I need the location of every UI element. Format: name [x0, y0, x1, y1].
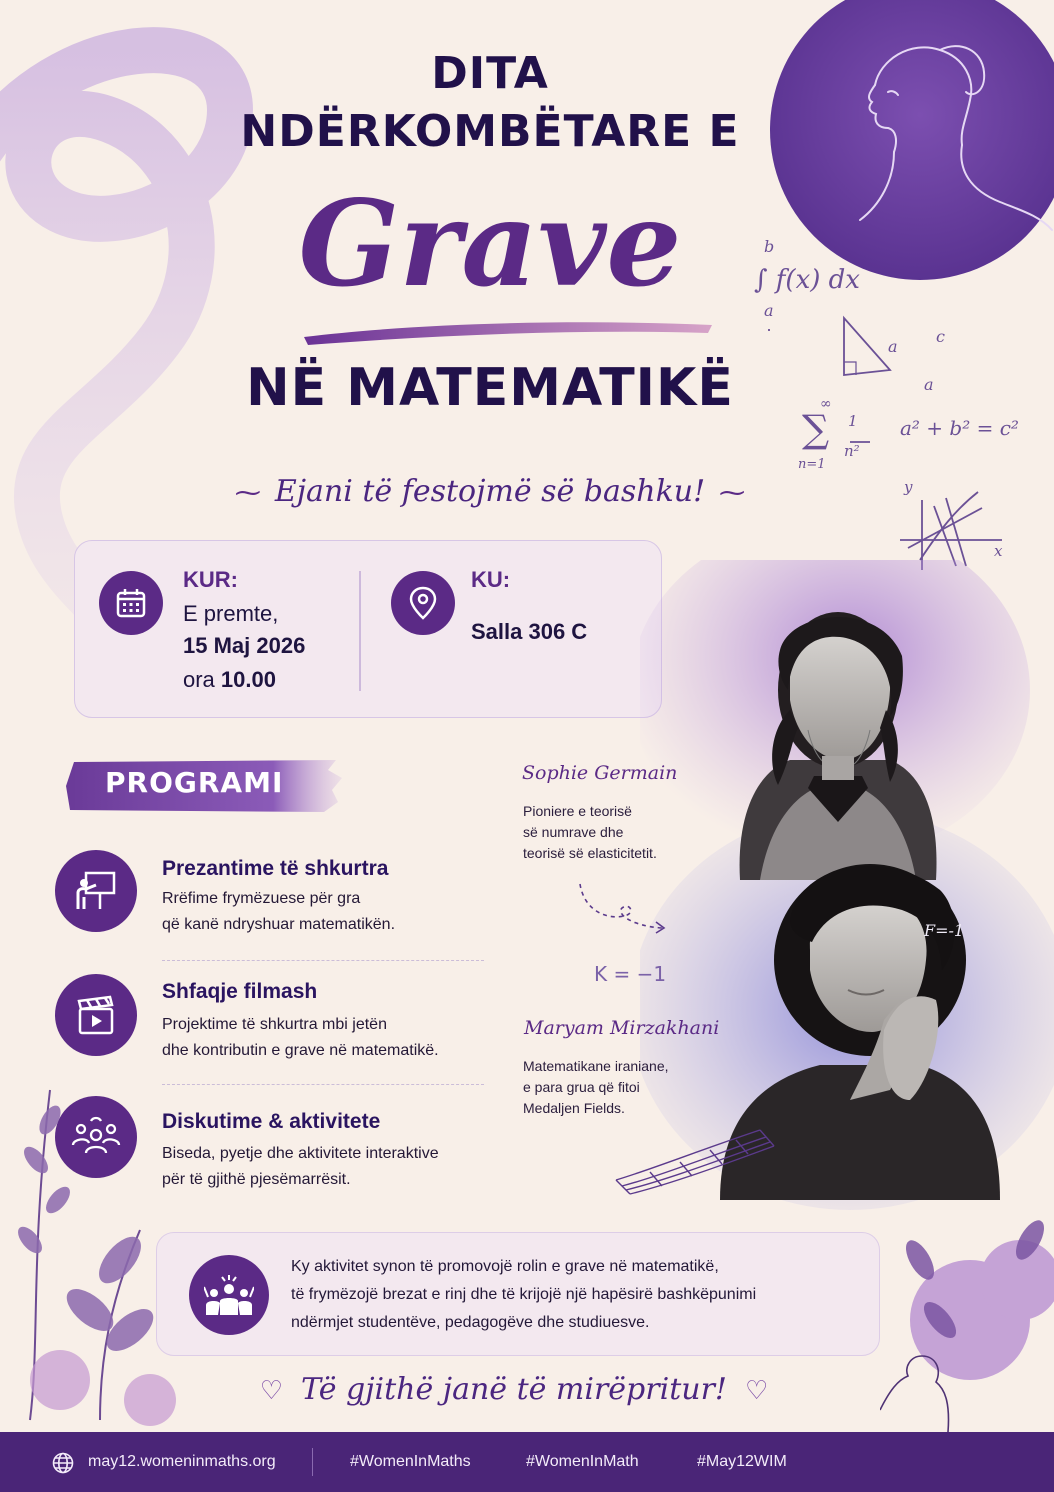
program-separator: [162, 960, 484, 961]
watercolor-formula: F=-1: [924, 921, 965, 940]
program-item-desc-line: Biseda, pyetje dhe aktivitete interaktive: [162, 1145, 439, 1162]
welcome-text: Të gjithë janë të mirëpritur!: [301, 1372, 727, 1407]
mission-box: [156, 1232, 880, 1356]
tagline-text: Ejani të festojmë së bashku!: [274, 474, 706, 509]
info-divider: [359, 571, 361, 691]
integral-lower: a: [764, 301, 774, 320]
series-numerator: 1: [848, 412, 858, 430]
bio-line: Pioniere e teorisë: [523, 803, 632, 819]
triangle-side-c: c: [936, 327, 945, 346]
bio-line: së numrave dhe: [523, 824, 624, 840]
mission-line: të frymëzojë brezat e rinj dhe të krijojë një hapësirë bashkëpunimi: [291, 1286, 757, 1303]
title-line-grave: Grave: [298, 174, 682, 313]
k-equation: K = −1: [594, 962, 667, 986]
calendar-icon: [99, 571, 163, 635]
program-item-title: Diskutime & aktivitete: [162, 1110, 381, 1133]
heart-icon: ♡: [259, 1376, 284, 1406]
program-separator: [162, 1084, 484, 1085]
program-item-desc: [162, 1141, 492, 1193]
mission-line: ndërmjet studentëve, pedagogëve dhe studiuesve.: [291, 1314, 650, 1331]
pythagoras-formula: a² + b² = c²: [900, 416, 1019, 440]
program-title: PROGRAMI: [105, 766, 284, 799]
integral-formula: ∫ f(x) dx: [754, 265, 860, 295]
heart-icon: ♡: [744, 1376, 769, 1406]
series-denominator: n²: [844, 442, 860, 460]
mission-text: [291, 1253, 861, 1337]
axis-x-label: x: [994, 542, 1003, 560]
bio-line: teorisë së elasticitetit.: [523, 845, 657, 861]
footer-divider: [312, 1448, 313, 1476]
program-item-desc-line: që kanë ndryshuar matematikën.: [162, 916, 396, 933]
program-item-title: Prezantime të shkurtra: [162, 857, 389, 880]
event-info-box: [74, 540, 662, 718]
tagline-sparkle-left-icon: ⁓: [234, 478, 261, 508]
surface-grid-doodle: [610, 1110, 780, 1200]
when-day: E premte,: [183, 601, 279, 626]
when-time-value: 10.00: [220, 667, 276, 692]
tagline: [0, 474, 980, 509]
program-item-desc-line: Projektime të shkurtra mbi jetën: [162, 1016, 387, 1033]
welcome-message: [0, 1372, 1028, 1407]
when-date: 15 Maj 2026: [183, 633, 306, 658]
program-item-desc-line: dhe kontributin e grave në matematikë.: [162, 1042, 439, 1059]
bio-line: Medaljen Fields.: [523, 1100, 625, 1116]
triangle-side-a: a: [888, 337, 898, 356]
hashtag-link[interactable]: #WomenInMath: [526, 1453, 639, 1470]
triangle-side-b: a: [924, 375, 934, 394]
maryam-mirzakhani-name: Maryam Mirzakhani: [524, 1017, 720, 1039]
dashed-arrow-icon: [576, 880, 676, 940]
bio-line: e para grua që fitoi: [523, 1079, 640, 1095]
program-item-title: Shfaqje filmash: [162, 980, 318, 1003]
axis-y-label: y: [904, 478, 913, 496]
series-upper: ∞: [820, 396, 832, 412]
title-brush-underline: [298, 315, 718, 349]
program-item-desc-line: për të gjithë pjesëmarrësit.: [162, 1171, 351, 1188]
title-line-matematike: NË MATEMATIKË: [246, 358, 734, 418]
bio-line: Matematikane iraniane,: [523, 1058, 669, 1074]
sophie-germain-name: Sophie Germain: [522, 762, 678, 784]
title-line-nderkombetare: NDËRKOMBËTARE E: [240, 106, 740, 157]
tagline-sparkle-right-icon: ⁓: [719, 478, 746, 508]
hashtag-link[interactable]: #May12WIM: [697, 1453, 787, 1470]
hashtag-link[interactable]: #WomenInMaths: [350, 1453, 471, 1470]
integral-upper: b: [764, 237, 775, 256]
film-clapper-icon: [55, 974, 137, 1056]
series-sigma: ∑: [802, 407, 830, 451]
title-line-dita: DITA: [431, 48, 549, 99]
footer-bar: [0, 1432, 1054, 1492]
mission-line: Ky aktivitet synon të promovojë rolin e grave në matematikë,: [291, 1258, 719, 1275]
series-lower: n=1: [798, 457, 826, 472]
program-item-desc: [162, 886, 492, 938]
presentation-icon: [55, 850, 137, 932]
location-pin-icon: [391, 571, 455, 635]
community-celebration-icon: [189, 1255, 269, 1335]
where-label: KU:: [471, 567, 511, 592]
where-value: Salla 306 C: [471, 619, 588, 644]
when-time: [183, 667, 276, 693]
globe-icon: [52, 1452, 74, 1474]
program-item-desc-line: Rrëfime frymëzuese për gra: [162, 890, 361, 907]
when-label: KUR:: [183, 567, 238, 592]
sophie-germain-bio: [523, 801, 703, 864]
when-time-prefix: ora: [183, 667, 215, 692]
website-link[interactable]: may12.womeninmaths.org: [88, 1453, 276, 1470]
program-item-desc: [162, 1012, 492, 1064]
